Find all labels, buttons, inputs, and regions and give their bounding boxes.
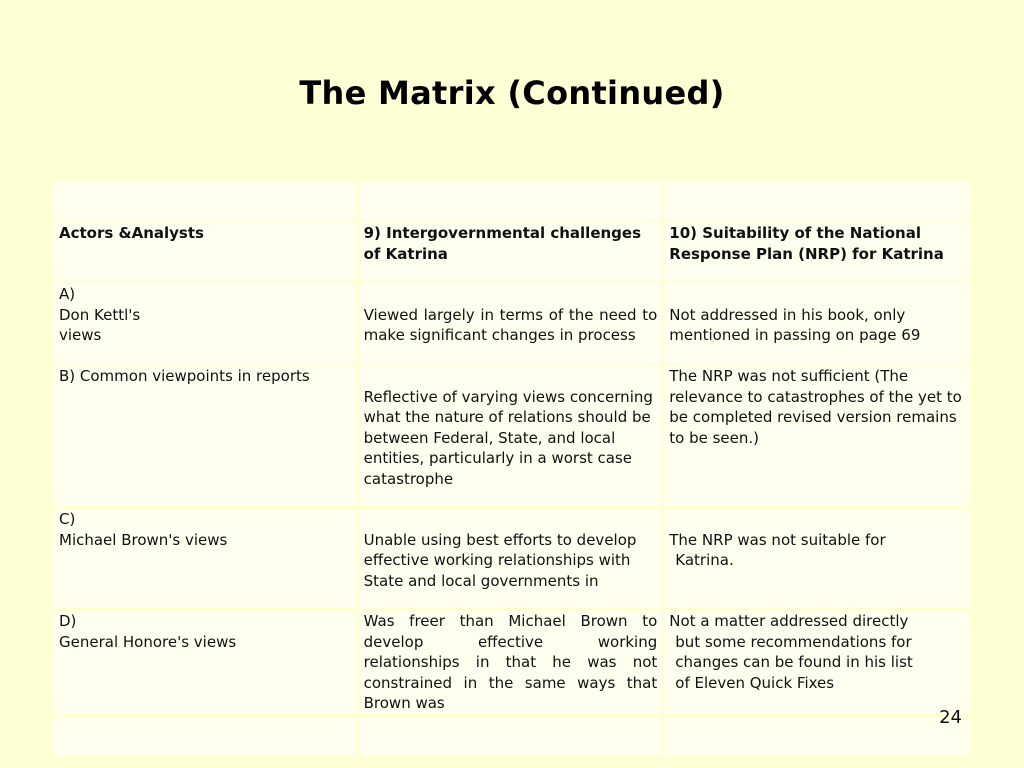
nrp-cell: [664, 509, 970, 608]
challenge-text: Reflective of varying views concerning what the nature of relations should be between Federal, State, and local entities, particularly in a worst case catastrophe: [363, 387, 653, 488]
table-row: [54, 611, 970, 714]
table-row-empty-bottom: [54, 717, 970, 755]
nrp-text-line: but some recommendations for: [675, 632, 912, 651]
actor-name: Michael Brown's views: [59, 530, 228, 549]
actor-cell: [54, 366, 356, 506]
nrp-text: The NRP was not sufficient (The relevance to catastrophes of the yet to be completed revised version remains to be seen.): [669, 367, 962, 447]
challenge-cell: [359, 366, 662, 506]
page-number: 24: [939, 707, 962, 728]
actor-cell: [54, 611, 356, 714]
table-row-empty-top: [54, 182, 970, 219]
actor-name: Don Kettl's: [59, 305, 141, 324]
table-header-row: [54, 222, 970, 281]
header-intergovernmental-challenges: 9) Intergovernmental challenges of Katrina: [359, 222, 662, 281]
challenge-text: Viewed largely in terms of the need to make significant changes in process: [363, 305, 658, 344]
challenge-cell: [359, 284, 662, 363]
actor-label: B) Common viewpoints in reports: [59, 367, 310, 385]
table-cell-empty: [664, 182, 970, 219]
actor-label: A): [59, 285, 76, 303]
nrp-text-line: of Eleven Quick Fixes: [675, 673, 835, 692]
nrp-text-line: Not a matter addressed directly: [669, 612, 909, 630]
nrp-text-line: Katrina.: [675, 551, 734, 569]
actor-name: General Honore's views: [59, 632, 237, 651]
table-cell-empty: [54, 717, 356, 755]
nrp-cell: [664, 284, 970, 363]
actor-cell: [54, 284, 356, 363]
actor-cell: [54, 509, 356, 608]
table-row: [54, 366, 970, 506]
actor-label: D): [59, 612, 77, 630]
challenge-text: Unable using best efforts to develop effective working relationships with State and local governments in: [363, 530, 637, 590]
challenge-cell: [359, 611, 662, 714]
table-cell-empty: [54, 182, 356, 219]
table-cell-empty: [359, 182, 662, 219]
actor-name: views: [59, 326, 102, 344]
challenge-text: Was freer than Michael Brown to develop effective working relationships in that he was not constrained in the same ways that Brown was: [363, 612, 658, 712]
actor-label: C): [59, 510, 76, 528]
matrix-table: [51, 179, 973, 758]
header-nrp-suitability: 10) Suitability of the National Response Plan (NRP) for Katrina: [664, 222, 970, 281]
nrp-cell: [664, 366, 970, 506]
header-actors-analysts: Actors &Analysts: [54, 222, 356, 281]
table-row: [54, 284, 970, 363]
nrp-text-line: changes can be found in his list: [675, 653, 913, 671]
slide-title: The Matrix (Continued): [299, 74, 725, 112]
nrp-text-line: The NRP was not suitable for: [669, 530, 886, 549]
table-row: [54, 509, 970, 608]
challenge-cell: [359, 509, 662, 608]
nrp-cell: [664, 611, 970, 714]
table-cell-empty: [664, 717, 970, 755]
table-cell-empty: [359, 717, 662, 755]
nrp-text: Not addressed in his book, only mentioned in passing on page 69: [669, 305, 921, 344]
